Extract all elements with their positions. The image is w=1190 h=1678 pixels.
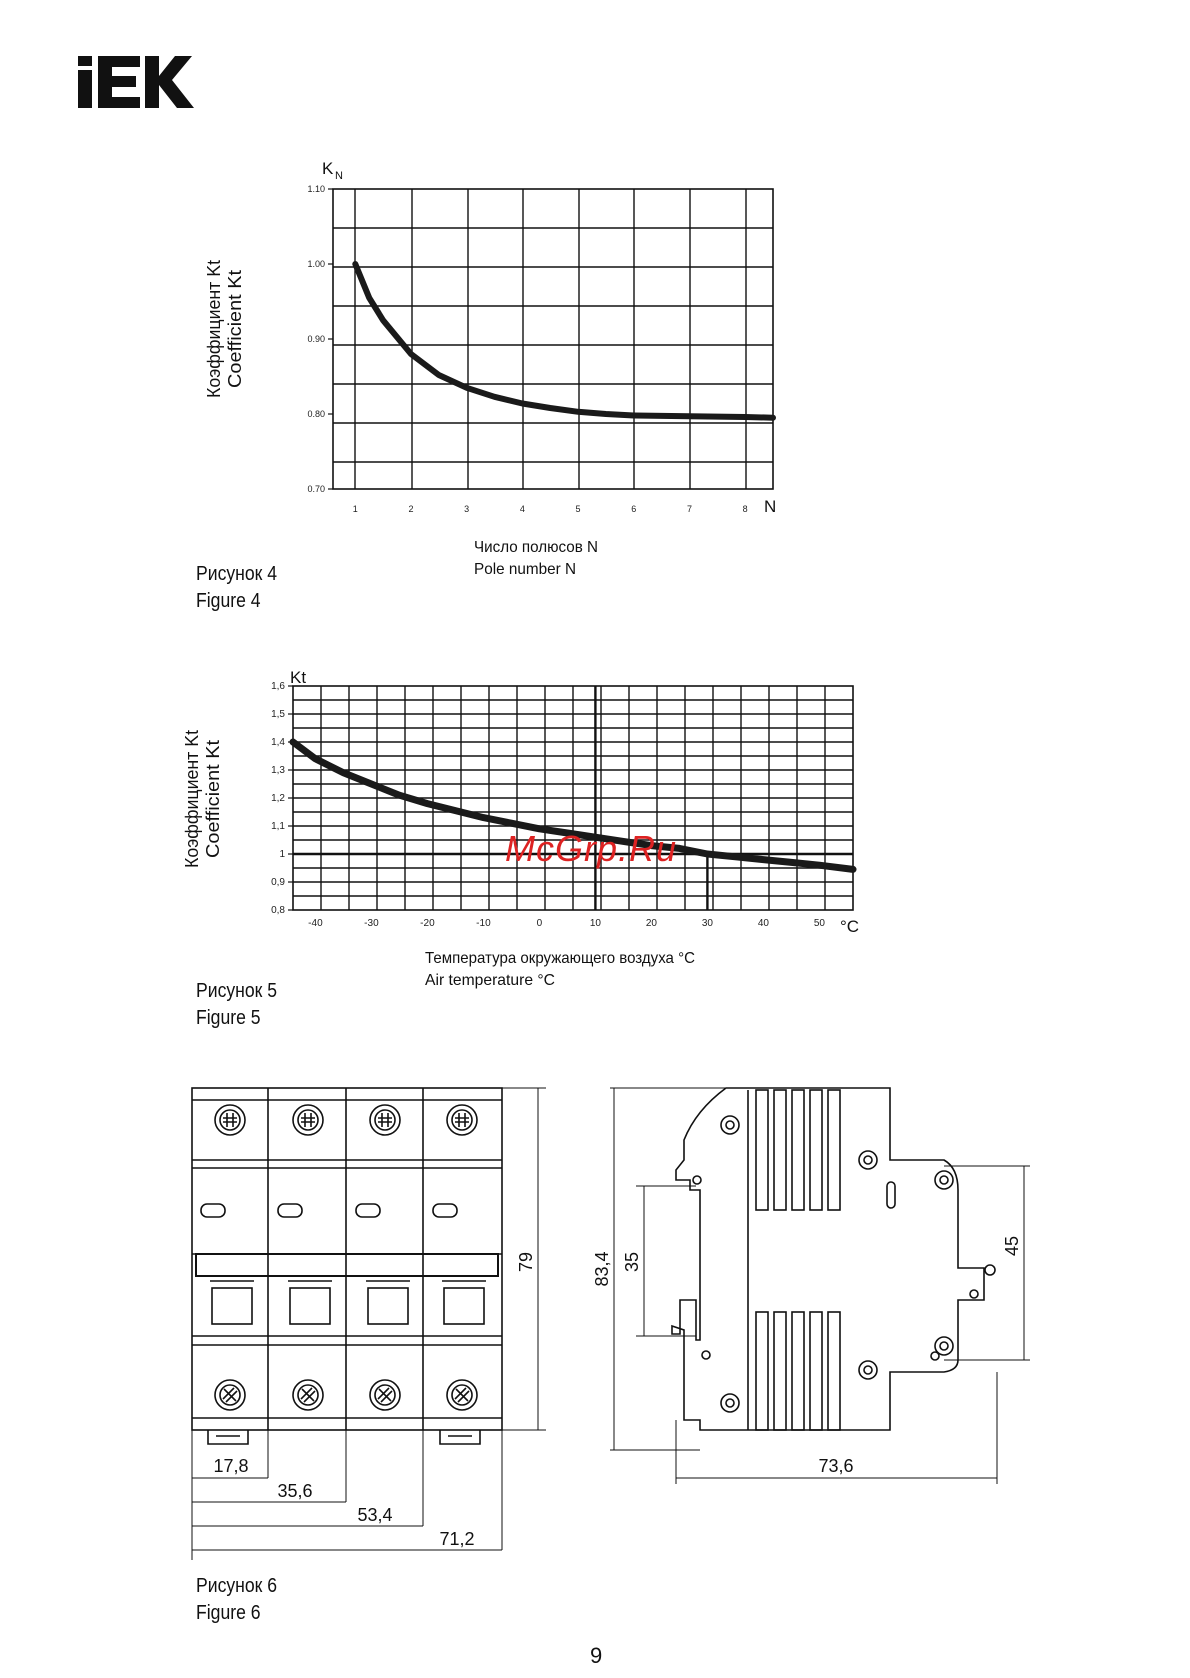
x-tick-label: -20	[420, 918, 435, 929]
x-tick-label: 20	[645, 918, 657, 929]
side-ribs	[748, 1090, 840, 1430]
figure4-caption-ru: Рисунок 4	[196, 563, 278, 585]
dim-width-2: 35,6	[277, 1481, 313, 1501]
x-tick-label: -30	[364, 918, 379, 929]
y-tick-label: 1,2	[271, 793, 285, 804]
y-axis-label-ru: Коэффициент Kt	[204, 258, 224, 398]
figure5-caption-en: Figure 5	[196, 1007, 261, 1029]
dim-depth: 73,6	[818, 1456, 854, 1476]
x-tick-label: 10	[589, 918, 601, 929]
y-tick-label: 0.70	[307, 484, 325, 494]
breaker-front-view	[192, 1088, 502, 1444]
x-tick-label: 5	[575, 504, 581, 514]
y-tick-label: 1,5	[271, 709, 285, 720]
dim-height-front: 79	[516, 1251, 536, 1273]
y-tick-label: 1,1	[271, 821, 285, 832]
y-tick-label: 0,9	[271, 877, 285, 888]
y-tick-label: 0,8	[271, 905, 285, 916]
side-dimensions	[610, 1088, 1030, 1484]
figure5-caption-ru: Рисунок 5	[196, 980, 278, 1002]
x-tick-label: -10	[476, 918, 491, 929]
y-axis-symbol: K	[322, 159, 334, 178]
y-tick-label: 1,4	[271, 737, 285, 748]
dim-rail: 35	[622, 1251, 642, 1273]
dim-width-4: 71,2	[439, 1529, 475, 1549]
y-axis-label-en: Coefficient Kt	[203, 751, 223, 858]
y-tick-label: 0.80	[307, 409, 325, 419]
dim-width-1: 17,8	[213, 1456, 249, 1476]
breaker-side-view	[672, 1088, 995, 1430]
y-axis-symbol: Kt	[290, 668, 307, 687]
x-axis-label-en: Air temperature °C	[425, 972, 555, 989]
indicator-slots	[201, 1204, 457, 1217]
side-holes	[693, 1116, 995, 1412]
figure6-caption-en: Figure 6	[196, 1602, 261, 1624]
watermark: McGrp.Ru	[505, 828, 678, 869]
figure4-caption-en: Figure 4	[196, 590, 261, 612]
x-tick-label: 0	[536, 918, 543, 929]
x-tick-label: 7	[686, 504, 692, 514]
y-tick-label: 1.00	[307, 259, 325, 269]
x-tick-label: 8	[742, 504, 748, 514]
x-tick-label: 6	[631, 504, 637, 514]
y-tick-label: 0.90	[307, 334, 325, 344]
x-tick-label: 4	[519, 504, 525, 514]
dim-height-side: 83,4	[592, 1251, 612, 1287]
x-tick-label: 3	[464, 504, 470, 514]
y-tick-label: 1	[279, 849, 285, 860]
x-tick-label: 30	[701, 918, 713, 929]
x-tick-label: -40	[308, 918, 323, 929]
x-tick-label: 1	[352, 504, 358, 514]
x-tick-label: 50	[813, 918, 825, 929]
y-axis-label-en: Coefficient Kt	[225, 281, 245, 388]
y-axis-symbol-sub: N	[335, 170, 343, 182]
dim-width-3: 53,4	[357, 1505, 393, 1525]
y-tick-label: 1,3	[271, 765, 285, 776]
x-axis-symbol: °C	[840, 917, 860, 936]
y-tick-label: 1.10	[307, 184, 325, 194]
y-axis-label-ru: Коэффициент Kt	[182, 728, 202, 868]
x-axis-label-en: Pole number N	[474, 561, 576, 578]
y-tick-label: 1,6	[271, 681, 285, 692]
din-clips	[208, 1430, 480, 1444]
x-tick-label: 2	[408, 504, 414, 514]
x-tick-label: 40	[757, 918, 769, 929]
handle-windows	[210, 1281, 486, 1324]
x-axis-symbol: N	[764, 497, 777, 516]
figure6-caption-ru: Рисунок 6	[196, 1575, 278, 1597]
dim-mount: 45	[1002, 1235, 1022, 1257]
page-number: 9	[590, 1643, 603, 1668]
x-axis-label-ru: Число полюсов N	[474, 539, 598, 556]
x-axis-label-ru: Температура окружающего воздуха °C	[425, 950, 695, 967]
